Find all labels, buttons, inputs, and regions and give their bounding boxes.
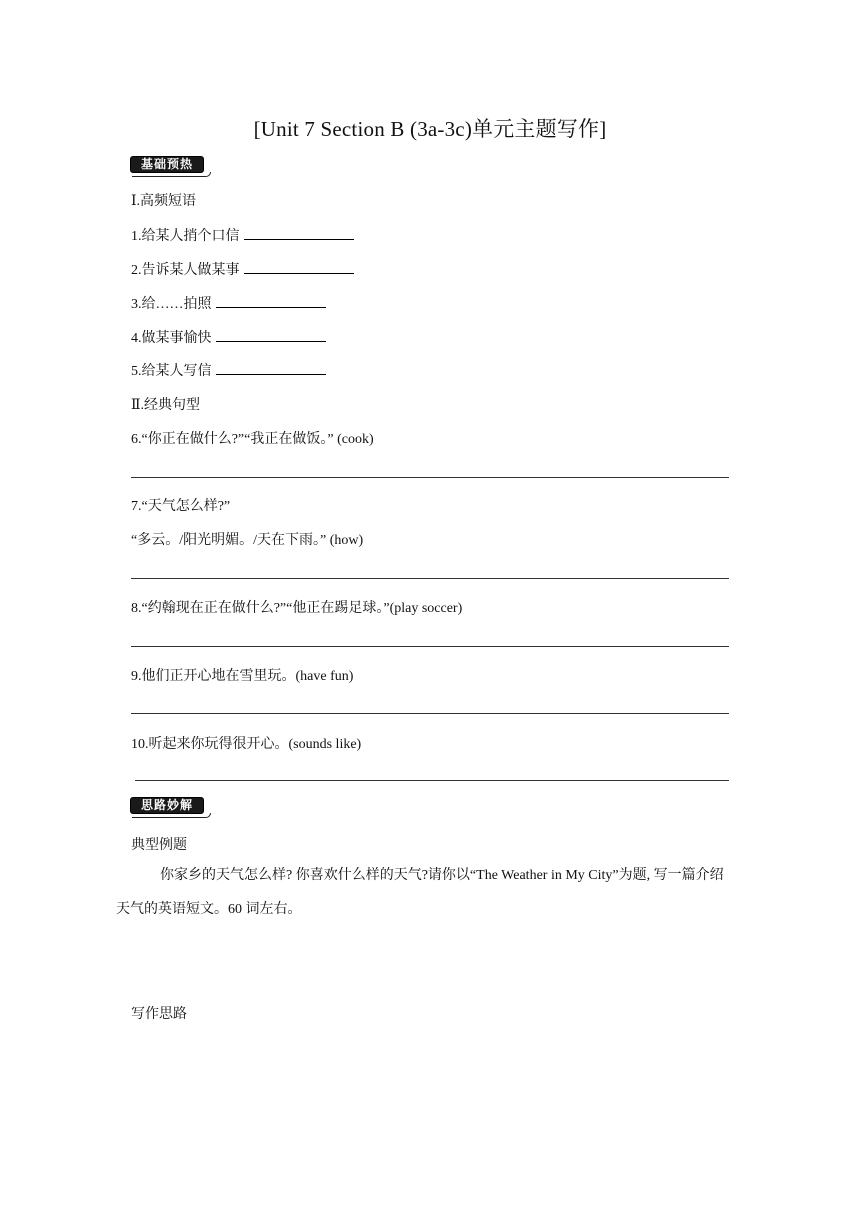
answer-blank[interactable] bbox=[216, 362, 326, 375]
phrase-text: 1.给某人捎个口信 bbox=[131, 229, 240, 244]
answer-line-9[interactable] bbox=[131, 713, 729, 714]
answer-blank[interactable] bbox=[216, 295, 326, 308]
answer-blank[interactable] bbox=[244, 227, 354, 240]
sentence-question-9: 9.他们正开心地在雪里玩。(have fun) bbox=[131, 669, 354, 684]
section-badge-label: 基础预热 bbox=[130, 156, 204, 173]
page-title: [Unit 7 Section B (3a-3c)单元主题写作] bbox=[253, 117, 607, 141]
part2-heading: Ⅱ.经典句型 bbox=[131, 398, 201, 413]
answer-line-6[interactable] bbox=[131, 477, 729, 478]
sentence-question-8: 8.“约翰现在正在做什么?”“他正在踢足球。”(play soccer) bbox=[131, 601, 463, 616]
phrase-item bbox=[131, 293, 326, 313]
answer-line-10[interactable] bbox=[135, 780, 729, 781]
section-badge-basics bbox=[130, 156, 210, 176]
phrase-text: 3.给……拍照 bbox=[131, 297, 212, 312]
phrase-item bbox=[131, 225, 354, 245]
section-badge-ideas bbox=[130, 797, 210, 817]
sentence-question-6: 6.“你正在做什么?”“我正在做饭。” (cook) bbox=[131, 432, 374, 447]
sentence-question-10: 10.听起来你玩得很开心。(sounds like) bbox=[131, 737, 362, 752]
phrase-text: 2.告诉某人做某事 bbox=[131, 263, 240, 278]
part1-heading: Ⅰ.高频短语 bbox=[131, 194, 197, 209]
example-prompt: 你家乡的天气怎么样? 你喜欢什么样的天气?请你以“The Weather in My City”为题, 写一篇介绍天气的英语短文。60 词左右。 bbox=[116, 868, 724, 917]
phrase-item bbox=[131, 360, 326, 380]
sentence-question-7-line2: “多云。/阳光明媚。/天在下雨。” (how) bbox=[131, 533, 364, 548]
phrase-item bbox=[131, 327, 326, 347]
example-heading: 典型例题 bbox=[131, 838, 187, 853]
answer-blank[interactable] bbox=[216, 329, 326, 342]
answer-line-7[interactable] bbox=[131, 578, 729, 579]
answer-line-8[interactable] bbox=[131, 646, 729, 647]
badge-underline-decoration bbox=[132, 813, 211, 818]
phrase-text: 4.做某事愉快 bbox=[131, 331, 212, 346]
sentence-question-7-line1: 7.“天气怎么样?” bbox=[131, 499, 231, 514]
phrase-text: 5.给某人写信 bbox=[131, 364, 212, 379]
badge-underline-decoration bbox=[132, 172, 211, 177]
phrase-item bbox=[131, 259, 354, 279]
section-badge-label: 思路妙解 bbox=[130, 797, 204, 814]
answer-blank[interactable] bbox=[244, 261, 354, 274]
writing-ideas-heading: 写作思路 bbox=[131, 1007, 187, 1022]
